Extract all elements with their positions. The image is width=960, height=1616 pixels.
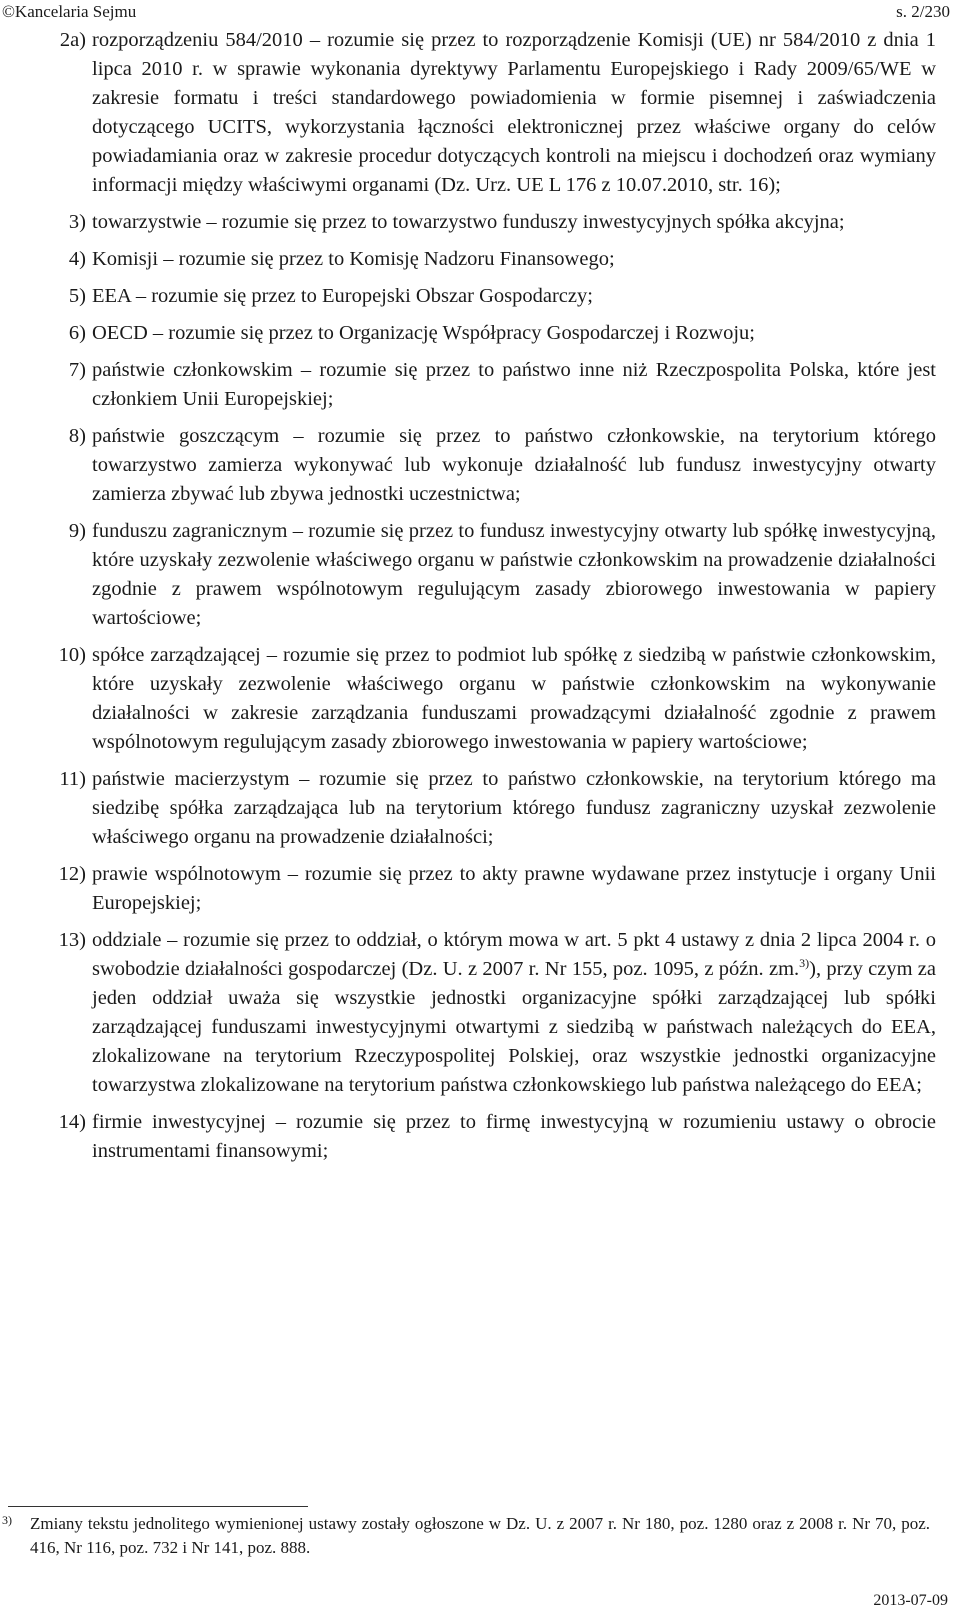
- item-text: państwie macierzystym – rozumie się przez to państwo członkowskie, na terytorium którego ma siedzibę spółka zarządzająca lub na terytorium którego fundusz zagraniczny uzyskał zezwolenie właściwego organu na prowadzenie działalności;: [92, 768, 936, 848]
- footnote-reference[interactable]: 3): [799, 956, 810, 971]
- item-number: 12): [58, 863, 86, 885]
- list-item: [0, 282, 960, 311]
- item-text: państwie członkowskim – rozumie się przez to państwo inne niż Rzeczpospolita Polska, które jest członkiem Unii Europejskiej;: [92, 359, 936, 410]
- item-text: Komisji – rozumie się przez to Komisję Nadzoru Finansowego;: [92, 248, 615, 270]
- footnote: [0, 1512, 930, 1560]
- page-header: [0, 0, 960, 28]
- list-item: [0, 926, 960, 1100]
- item-text: rozporządzeniu 584/2010 – rozumie się przez to rozporządzenie Komisji (UE) nr 584/2010 z dnia 1 lipca 2010 r. w sprawie wykonania dyrektywy Parlamentu Europejskiego i Rady 2009/65/WE w zakresie formatu i treści standardowego powiadomienia w formie pisemnej i zaświadczenia dotyczącego UCITS, wykorzystania łączności elektronicznej przez właściwe organy do celów powiadamiania oraz w zakresie procedur dotyczących kontroli na miejscu i dochodzeń oraz wymiany informacji między właściwymi organami (Dz. Urz. UE L 176 z 10.07.2010, str. 16);: [92, 29, 936, 196]
- list-item: [0, 208, 960, 237]
- item-text: OECD – rozumie się przez to Organizację Współpracy Gospodarczej i Rozwoju;: [92, 322, 755, 344]
- footnote-mark: 3): [2, 1513, 12, 1527]
- item-text: funduszu zagranicznym – rozumie się przez to fundusz inwestycyjny otwarty lub spółkę inwestycyjną, które uzyskały zezwolenie właściwego organu w państwie członkowskim na prowadzenie działalności zgodnie z prawem wspólnotowym regulującym zasady zbiorowego inwestowania w papiery wartościowe;: [92, 520, 936, 629]
- item-number: 5): [68, 285, 86, 307]
- item-text: oddziale – rozumie się przez to oddział, o którym mowa w art. 5 pkt 4 ustawy z dnia 2 lipca 2004 r. o swobodzie działalności gospodarczej (Dz. U. z 2007 r. Nr 155, poz. 1095, z późn. zm.: [92, 929, 936, 980]
- item-number: 8): [68, 425, 86, 447]
- item-number: 4): [68, 248, 86, 270]
- item-text: państwie goszczącym – rozumie się przez to państwo członkowskie, na terytorium którego towarzystwo zamierza wykonywać lub wykonuje działalność lub fundusz inwestycyjny otwarty zamierza zbywać lub zbywa jednostki uczestnictwa;: [92, 425, 936, 505]
- list-item: [0, 245, 960, 274]
- item-text-continued: ), przy czym za jeden oddział uważa się wszystkie jednostki organizacyjne spółki zarządzającej lub spółki zarządzającej funduszami inwestycyjnymi otwartymi z siedzibą w państwach należących do EEA, zlokalizowane na terytorium Rzeczypospolitej Polskiej, oraz wszystkie jednostki organizacyjne towarzystwa zlokalizowane na terytorium państwa członkowskiego lub państwa należącego do EEA;: [92, 958, 937, 1096]
- item-number: 3): [68, 211, 86, 233]
- item-text: EEA – rozumie się przez to Europejski Obszar Gospodarczy;: [92, 285, 593, 307]
- page-number: s. 2/230: [896, 2, 950, 21]
- item-number: 10): [58, 644, 86, 666]
- list-item: [0, 860, 960, 918]
- document-date: 2013-07-09: [873, 1592, 948, 1609]
- list-item: [0, 319, 960, 348]
- copyright-label: ©Kancelaria Sejmu: [2, 2, 137, 21]
- list-item: [0, 765, 960, 852]
- item-number: 7): [68, 359, 86, 381]
- footnote-separator: [8, 1506, 308, 1507]
- item-number: 2a): [59, 29, 86, 51]
- item-number: 14): [58, 1111, 86, 1133]
- item-text: towarzystwie – rozumie się przez to towarzystwo funduszy inwestycyjnych spółka akcyjna;: [92, 211, 845, 233]
- item-number: 9): [68, 520, 86, 542]
- list-item: [0, 356, 960, 414]
- list-item: [0, 422, 960, 509]
- item-text: spółce zarządzającej – rozumie się przez to podmiot lub spółkę z siedzibą w państwie członkowskim, które uzyskały zezwolenie właściwego organu w państwie członkowskim na wykonywanie działalności w zakresie zarządzania funduszami prowadzącymi działalność zgodnie z prawem wspólnotowym regulującym zasady zbiorowego inwestowania w papiery wartościowe;: [92, 644, 936, 753]
- item-number: 13): [58, 929, 86, 951]
- item-number: 6): [68, 322, 86, 344]
- item-text: prawie wspólnotowym – rozumie się przez to akty prawne wydawane przez instytucje i organy Unii Europejskiej;: [92, 863, 936, 914]
- footnote-text: Zmiany tekstu jednolitego wymienionej ustawy zostały ogłoszone w Dz. U. z 2007 r. Nr 180, poz. 1280 oraz z 2008 r. Nr 70, poz. 416, Nr 116, poz. 732 i Nr 141, poz. 888.: [30, 1514, 930, 1557]
- list-item: [0, 1108, 960, 1166]
- item-text: firmie inwestycyjnej – rozumie się przez to firmę inwestycyjną w rozumieniu ustawy o obrocie instrumentami finansowymi;: [92, 1111, 936, 1162]
- list-item: [0, 517, 960, 633]
- list-item: [0, 26, 960, 200]
- list-item: [0, 641, 960, 757]
- definitions-list: [0, 26, 960, 1174]
- item-number: 11): [59, 768, 86, 790]
